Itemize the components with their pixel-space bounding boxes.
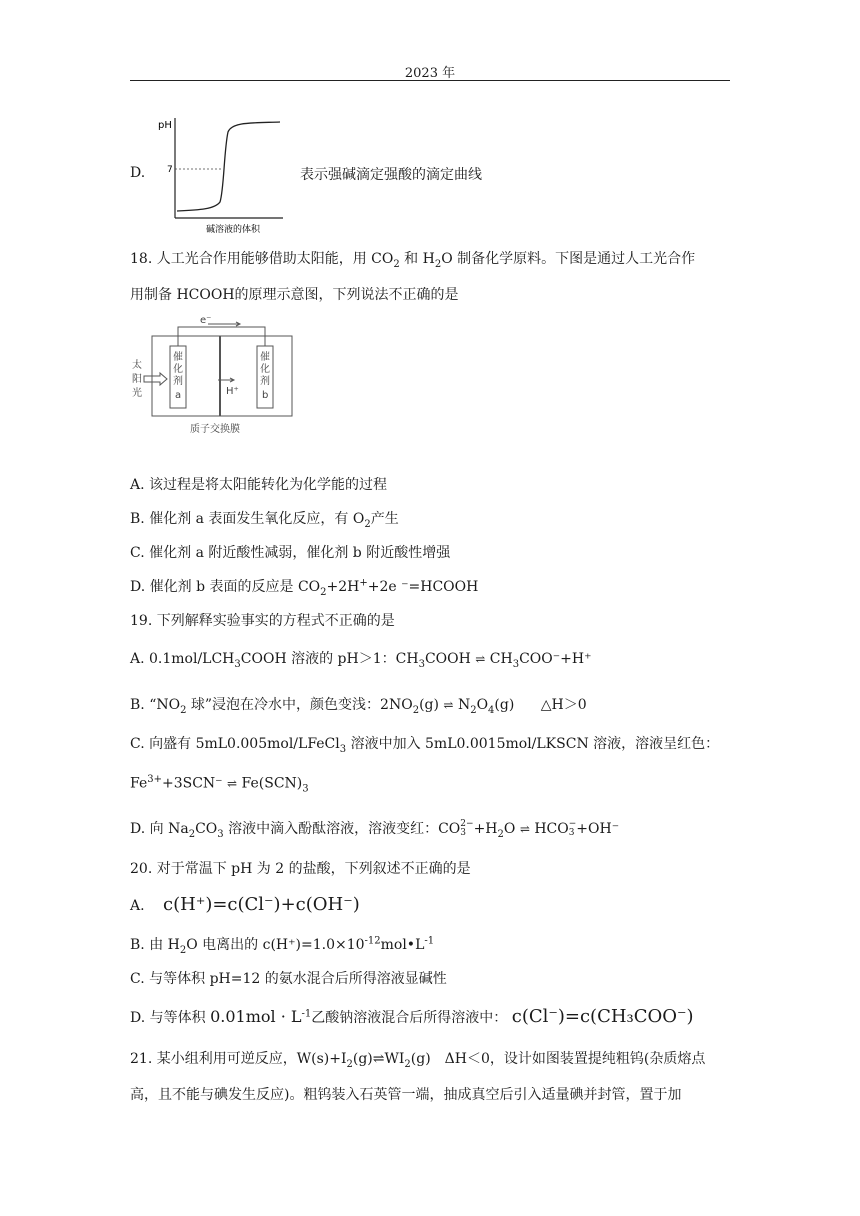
q19-option-c: C. 向盛有 5mL0.005mol/LFeCl$_3$ 溶液中加入 5mL0.0015mol/LKSCN 溶液，溶液呈红色：	[130, 736, 720, 755]
svg-text:光: 光	[132, 388, 142, 399]
header-rule	[130, 80, 730, 81]
q21-line-2: 高，且不能与碘发生反应)。粗钨装入石英管一端，抽成真空后引入适量碘并封管，置于加	[130, 1087, 682, 1103]
option-caption: 表示强碱滴定强酸的滴定曲线	[300, 167, 482, 183]
membrane-label: 质子交换膜	[190, 424, 240, 435]
q19-option-a: A. $0.1mol/LCH_3COOH$ 溶液的 pH＞1：$CH_3COOH$ ⇌ $CH_3COO^-+H^+$	[130, 651, 592, 670]
tick-7: 7	[167, 165, 173, 175]
q19-option-d: D. 向 $Na_2CO_3$ 溶液中滴入酚酞溶液，溶液变红：CO 2− 3 $+H_2O$ ⇌ HCO − 3 +OH⁻	[130, 819, 620, 840]
electron-label: e⁻	[200, 315, 212, 326]
q20-option-b: B. 由 $H_2O$ 电离出的 $c(H^+)=1.0\times 10^{-12}mol•L^{-1}$	[130, 935, 435, 956]
reversible-arrow-icon: ⇌	[475, 652, 486, 666]
q19-option-c-eq: $Fe^{3+}+3SCN^-$ ⇌ $Fe(SCN)_3$	[130, 774, 309, 795]
q18-option-b: B. 催化剂 a 表面发生氧化反应，有 $O_2$产生	[130, 511, 399, 530]
reversible-arrow-icon: ⇌	[443, 698, 454, 712]
q19-option-b: B. “$NO_2$ 球”浸泡在冷水中，颜色变浅：$2NO_2(g)$ ⇌ $N_2O_4(g)$ △H＞0	[130, 697, 587, 716]
y-axis-label: pH	[158, 120, 172, 131]
sunlight-label: 太	[132, 360, 142, 371]
q20-option-a: A. c(H⁺)=c(Cl⁻)+c(OH⁻)	[130, 894, 360, 915]
q20-stem: 20. 对于常温下 pH 为 2 的盐酸，下列叙述不正确的是	[130, 861, 471, 877]
svg-text:阳: 阳	[132, 374, 142, 385]
page-header: 2023 年	[404, 66, 456, 81]
q18-option-d: D. 催化剂 b 表面的反应是 $CO_2+2H^++2e$ ⁻=HCOOH	[130, 577, 479, 598]
catalyst-b-label: 催	[260, 352, 270, 363]
reversible-arrow-icon: ⇌	[519, 822, 530, 836]
reversible-arrow-icon: ⇌	[227, 776, 238, 791]
q21-line-1: 21. 某小组利用可逆反应，$W(s)+I_2(g)\rightleftharpoons WI_2(g)$ ΔH＜0，设计如图装置提纯粗钨(杂质熔点	[130, 1051, 706, 1070]
photosynthesis-cell-diagram	[130, 312, 300, 437]
q20-option-c: C. 与等体积 pH=12 的氨水混合后所得溶液显碱性	[130, 971, 447, 987]
svg-text:化: 化	[260, 364, 270, 375]
q20-option-d: D. 与等体积 $0.01mol \cdot L^{-1}$乙酸钠溶液混合后所得溶液中： c(Cl⁻)=c(CH₃COO⁻)	[130, 1006, 694, 1027]
x-axis-label: 碱溶液的体积	[206, 225, 261, 235]
svg-text:剂: 剂	[173, 376, 183, 387]
svg-text:a: a	[175, 390, 182, 401]
catalyst-a-label: 催	[173, 352, 183, 363]
q19-stem: 19. 下列解释实验事实的方程式不正确的是	[130, 613, 395, 629]
q18-option-c: C. 催化剂 a 附近酸性减弱，催化剂 b 附近酸性增强	[130, 545, 451, 561]
q18-stem-2: 用制备 HCOOH的原理示意图，下列说法不正确的是	[130, 287, 459, 303]
svg-text:b: b	[262, 390, 269, 401]
titration-curve	[177, 122, 280, 211]
svg-text:剂: 剂	[260, 376, 270, 387]
svg-text:化: 化	[173, 364, 183, 375]
titration-curve-chart	[150, 110, 290, 235]
q18-stem-1: 18. 人工光合作用能够借助太阳能，用 $CO_2$ 和 $H_2O$ 制备化学原料。下图是通过人工光合作	[130, 251, 696, 270]
option-letter: D.	[130, 165, 146, 181]
proton-label: H⁺	[226, 386, 239, 397]
q18-option-a: A. 该过程是将太阳能转化为化学能的过程	[130, 477, 388, 493]
